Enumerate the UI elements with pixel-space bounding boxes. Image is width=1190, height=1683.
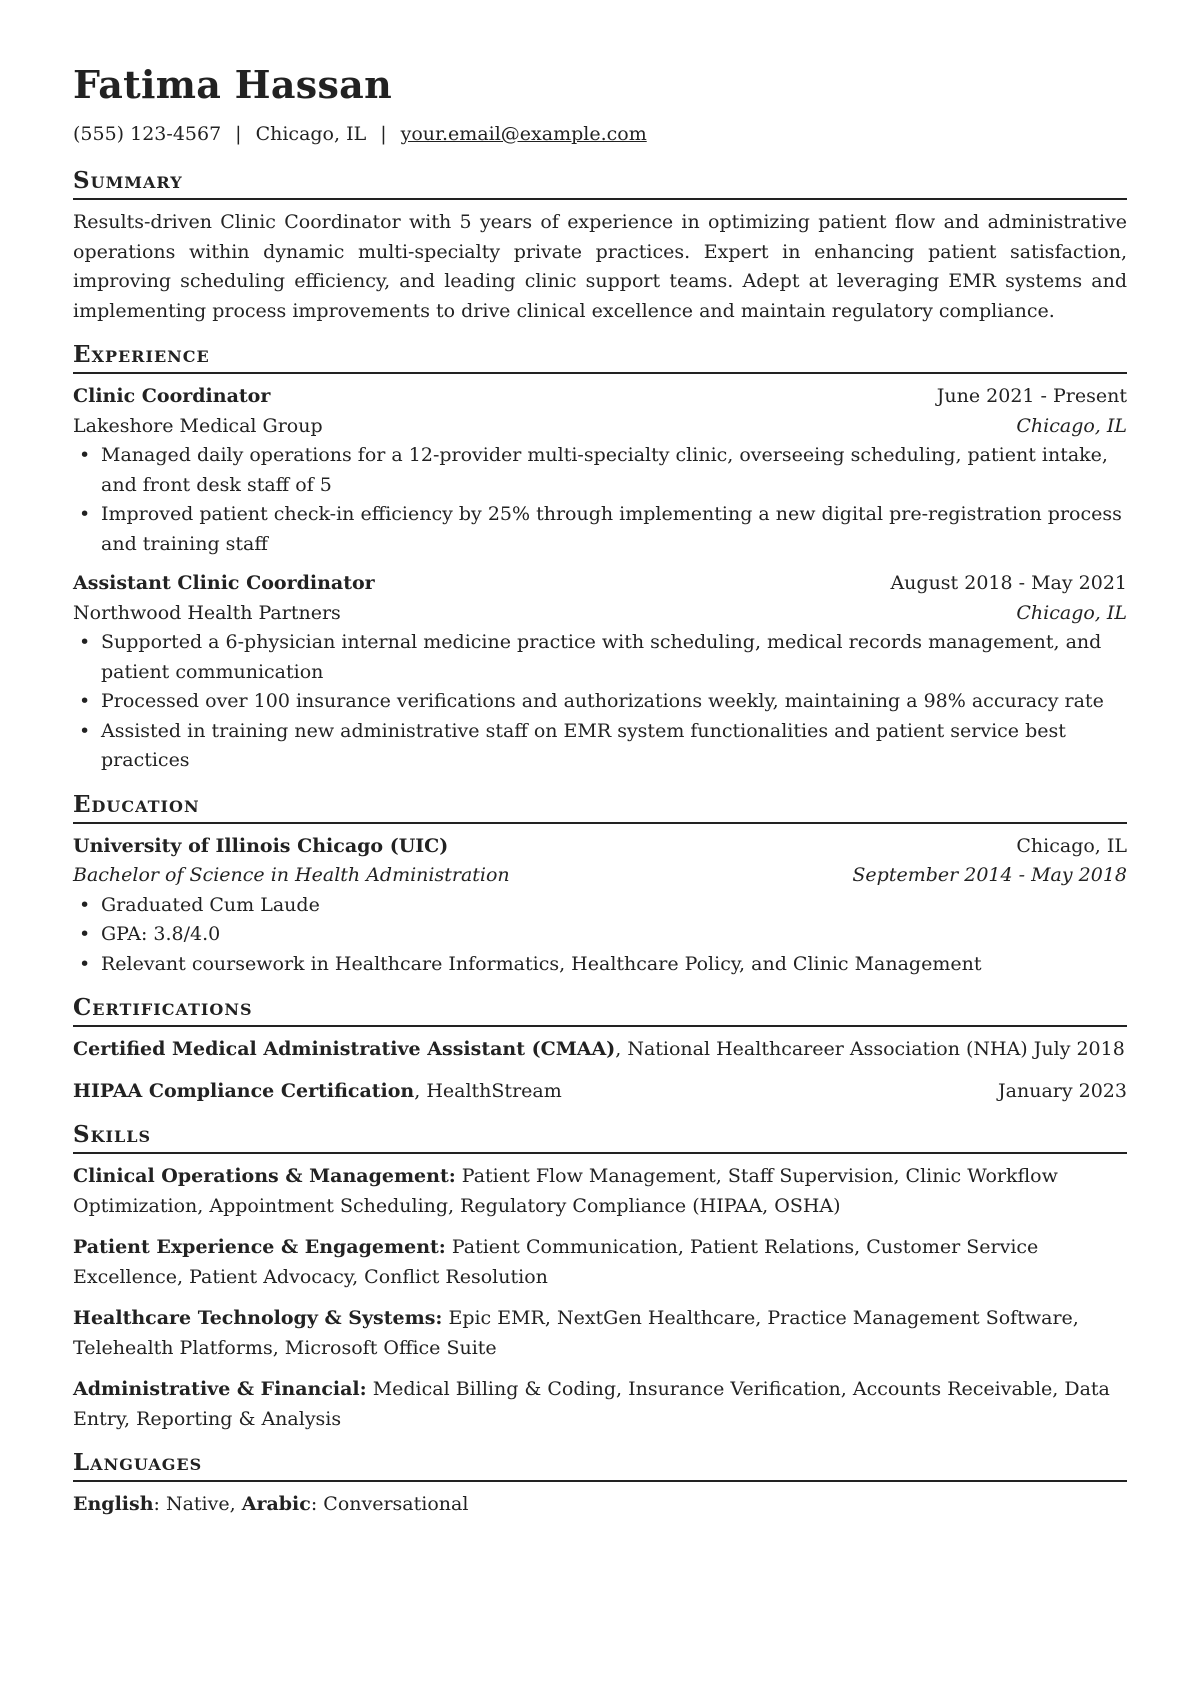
skill-category: Healthcare Technology & Systems: [73, 1307, 443, 1329]
skill-list: Patient Communication, Patient Relations, Customer Service Excellence, Patient Advocacy, Conflict Resolution [73, 1236, 1039, 1288]
language-name: English [73, 1493, 154, 1515]
skill-group [73, 1162, 1127, 1221]
skill-group [73, 1233, 1127, 1292]
school-location: Chicago, IL [1016, 834, 1127, 857]
job-dates: June 2021 - Present [936, 385, 1127, 407]
languages-line [73, 1490, 1127, 1520]
skill-group [73, 1375, 1127, 1434]
skill-category: Clinical Operations & Management: [73, 1165, 456, 1187]
skill-list: Medical Billing & Coding, Insurance Verification, Accounts Receivable, Data Entry, Reporting & Analysis [73, 1378, 1110, 1430]
degree: Bachelor of Science in Health Administration [73, 864, 510, 886]
candidate-name: Fatima Hassan [73, 62, 393, 107]
resume-page [73, 60, 1127, 1520]
job-location: Chicago, IL [1016, 414, 1127, 437]
certification-issuer: , National Healthcareer Association (NHA) July 2018 [615, 1038, 1125, 1060]
certifications-heading: Certifications [73, 993, 1127, 1027]
contact-line [73, 122, 1127, 146]
phone: (555) 123-4567 [73, 123, 222, 145]
certification-name: Certified Medical Administrative Assistant (CMAA) [73, 1038, 616, 1060]
job-bullet: • Assisted in training new administrative staff on EMR system functionalities and patient service best practices [79, 719, 1066, 771]
education-dates: September 2014 - May 2018 [852, 864, 1127, 886]
certification-item [73, 1077, 1127, 1107]
experience-heading: Experience [73, 340, 1127, 374]
job-role: Assistant Clinic Coordinator [73, 572, 375, 594]
skill-category: Patient Experience & Engagement: [73, 1236, 446, 1258]
certification-issuer: , HealthStream [414, 1079, 562, 1102]
separator: | [380, 123, 387, 145]
job-bullet: • Supported a 6-physician internal medicine practice with scheduling, medical records management, and patient communication [79, 631, 1102, 683]
languages-heading: Languages [73, 1448, 1127, 1482]
language-name: Arabic [241, 1493, 311, 1515]
summary-heading: Summary [73, 166, 1127, 200]
job-dates: August 2018 - May 2021 [890, 572, 1127, 594]
job-location: Chicago, IL [1016, 601, 1127, 624]
email-link[interactable]: your.email@example.com [400, 123, 647, 145]
job-bullet: • Managed daily operations for a 12-provider multi-specialty clinic, overseeing scheduling, patient intake, and front desk staff of 5 [79, 444, 1108, 496]
skill-list: Patient Flow Management, Staff Supervision, Clinic Workflow Optimization, Appointment Scheduling, Regulatory Compliance (HIPAA, OSHA) [73, 1165, 1058, 1217]
job-bullet: • Processed over 100 insurance verifications and authorizations weekly, maintaining a 98% accuracy rate [79, 690, 1104, 712]
separator: | [235, 123, 242, 145]
education-bullet: • Graduated Cum Laude [79, 893, 320, 916]
job-entry [73, 382, 1127, 559]
skill-category: Administrative & Financial: [73, 1378, 367, 1400]
job-role: Clinic Coordinator [73, 385, 271, 407]
education-bullet: • GPA: 3.8/4.0 [79, 923, 221, 945]
summary-text: Results-driven Clinic Coordinator with 5 years of experience in optimizing patient flow and administrative operations within dynamic multi-specialty private practices. Expert in enhancing patient satisfaction, improving scheduling efficiency, and leading clinic support teams. Adept at leveraging EMR systems and implementing process improvements to drive clinical excellence and maintain regulatory compliance. [73, 211, 1127, 322]
job-company: Lakeshore Medical Group [73, 414, 323, 437]
certification-item [73, 1035, 1127, 1065]
school-name: University of Illinois Chicago (UIC) [73, 834, 449, 857]
skill-group [73, 1304, 1127, 1363]
job-bullet: • Improved patient check-in efficiency by 25% through implementing a new digital pre-registration process and training staff [79, 503, 1122, 555]
education-bullet: • Relevant coursework in Healthcare Informatics, Healthcare Policy, and Clinic Management [79, 952, 982, 975]
language-level: : Conversational [310, 1493, 469, 1515]
job-entry [73, 569, 1127, 776]
education-heading: Education [73, 790, 1127, 824]
certification-name: HIPAA Compliance Certification [73, 1079, 415, 1102]
job-company: Northwood Health Partners [73, 601, 341, 624]
skill-list: Epic EMR, NextGen Healthcare, Practice Management Software, Telehealth Platforms, Microsoft Office Suite [73, 1307, 1079, 1359]
skills-heading: Skills [73, 1120, 1127, 1154]
language-level: : Native, [153, 1493, 242, 1515]
certification-date: January 2023 [998, 1079, 1127, 1102]
location: Chicago, IL [255, 123, 367, 145]
